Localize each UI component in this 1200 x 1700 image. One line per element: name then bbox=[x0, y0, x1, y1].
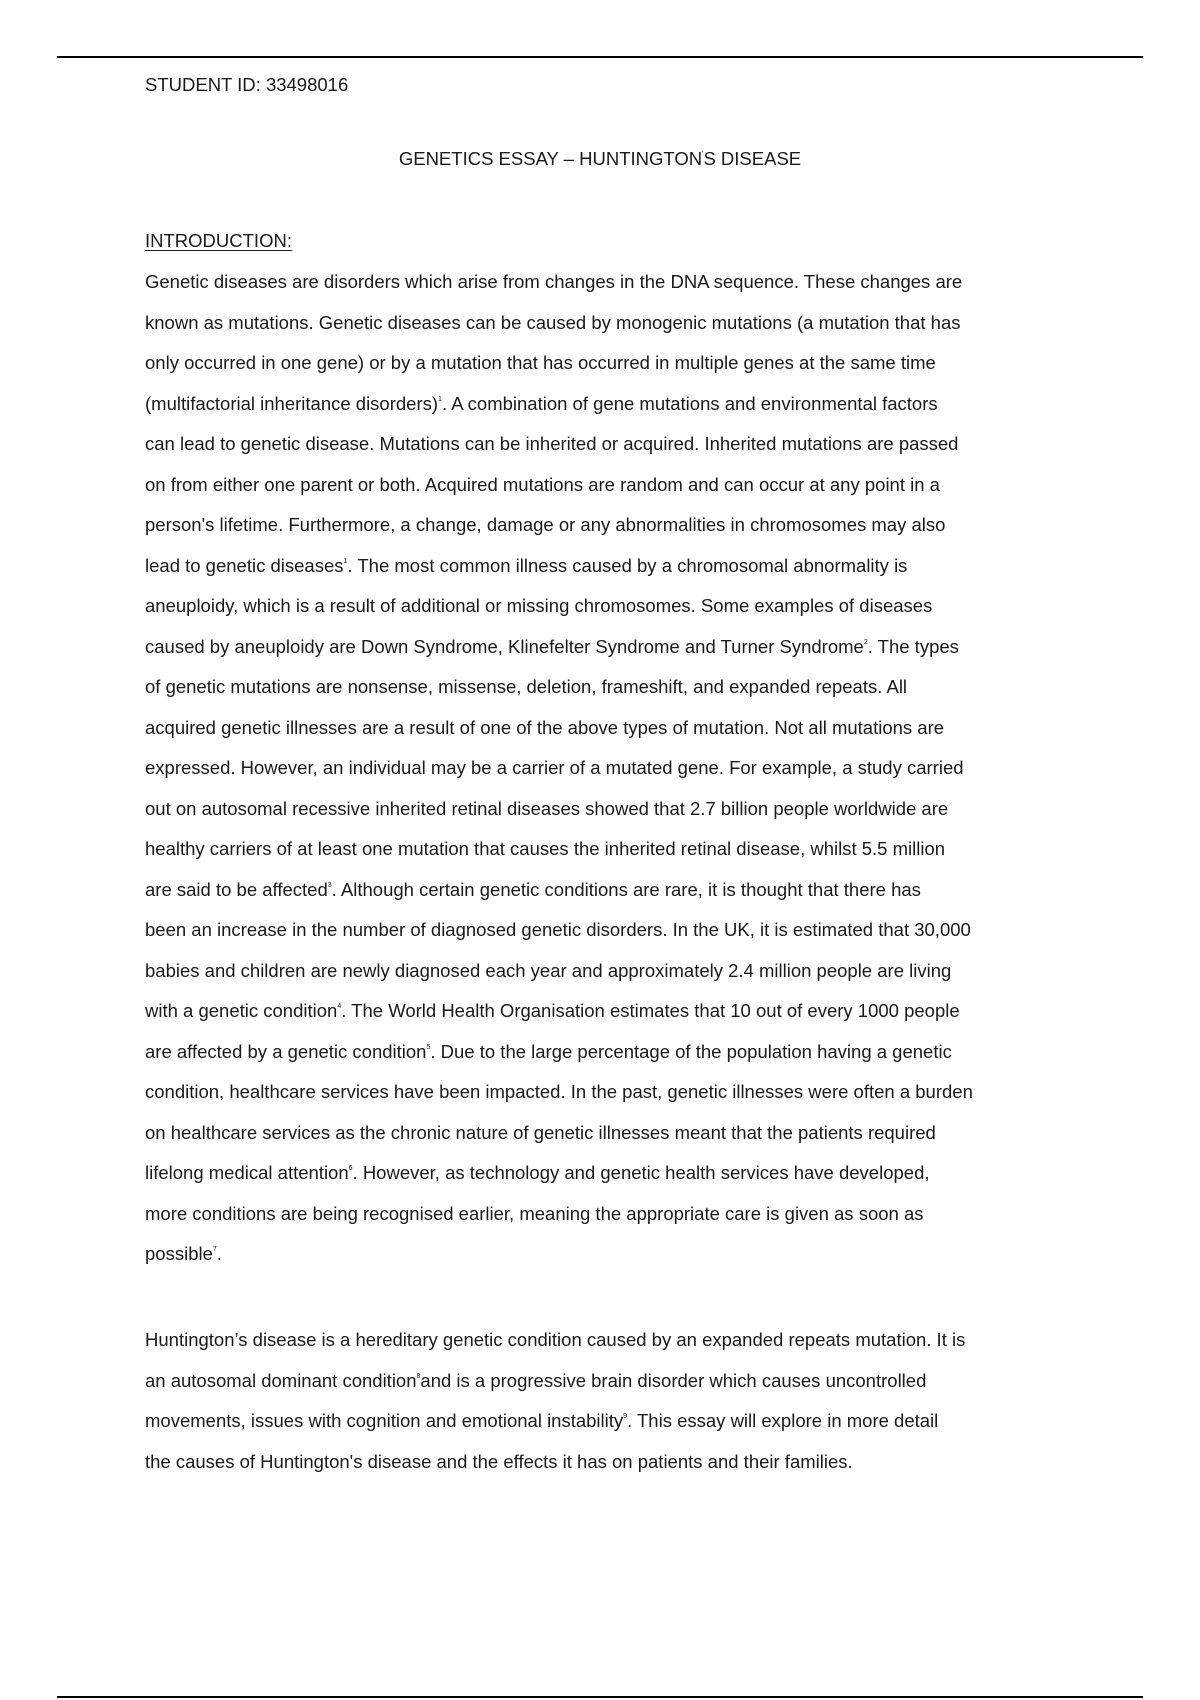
line-text-continued: . This essay will explore in more detail bbox=[627, 1410, 939, 1431]
citation-superscript: 1 bbox=[438, 395, 442, 403]
line-text: known as mutations. Genetic diseases can be caused by monogenic mutations (a mutation that has bbox=[145, 311, 961, 333]
citation-superscript: 8 bbox=[416, 1372, 421, 1380]
citation-superscript: 9 bbox=[623, 1413, 628, 1420]
line-text: acquired genetic illnesses are a result of one of the above types of mutation. Not all mutations are bbox=[145, 716, 945, 738]
line-text-continued: . A combination of gene mutations and environmental factors bbox=[441, 392, 938, 414]
text-line bbox=[145, 424, 1061, 465]
line-text: aneuploidy, which is a result of additional or missing chromosomes. Some examples of diseases bbox=[145, 595, 933, 616]
text-line bbox=[145, 1113, 1061, 1154]
section-heading-introduction: INTRODUCTION: bbox=[145, 230, 292, 251]
line-text: person's lifetime. Furthermore, a change, damage or any abnormalities in chromosomes may also bbox=[145, 514, 946, 535]
text-line bbox=[145, 505, 1061, 546]
title-text-after: S DISEASE bbox=[703, 148, 802, 169]
line-text: condition, healthcare services have been impacted. In the past, genetic illnesses were often a burden bbox=[145, 1081, 973, 1102]
text-line bbox=[145, 262, 1061, 303]
citation-superscript: 6 bbox=[348, 1165, 353, 1172]
line-text-continued: . The types bbox=[867, 635, 959, 657]
line-text: the causes of Huntington's disease and the effects it has on patients and their families. bbox=[145, 1450, 853, 1472]
title-superscript: ' bbox=[702, 151, 704, 158]
document-title bbox=[145, 146, 1055, 172]
text-line bbox=[145, 667, 1061, 708]
text-line bbox=[145, 870, 1061, 911]
text-line bbox=[145, 789, 1061, 830]
text-line bbox=[145, 586, 1061, 627]
top-rule bbox=[57, 56, 1143, 58]
citation-superscript: 7 bbox=[212, 1246, 217, 1253]
line-text-continued: . Due to the large percentage of the population having a genetic bbox=[430, 1040, 952, 1062]
text-line bbox=[145, 1153, 1061, 1194]
line-text: are said to be affected bbox=[145, 878, 328, 900]
line-text-continued: . bbox=[216, 1243, 222, 1264]
bottom-rule bbox=[57, 1696, 1143, 1698]
student-id: STUDENT ID: 33498016 bbox=[145, 74, 349, 95]
line-text: can lead to genetic disease. Mutations can be inherited or acquired. Inherited mutations are passed bbox=[145, 433, 959, 454]
line-text: on from either one parent or both. Acquired mutations are random and can occur at any point in a bbox=[145, 473, 940, 495]
line-text: with a genetic condition bbox=[145, 1000, 338, 1021]
line-text-continued: . The World Health Organisation estimates that 10 out of every 1000 people bbox=[341, 1000, 960, 1021]
line-text-continued: and is a progressive brain disorder which causes uncontrolled bbox=[420, 1369, 927, 1391]
text-line bbox=[145, 343, 1061, 384]
line-text: babies and children are newly diagnosed each year and approximately 2.4 million people are living bbox=[145, 959, 952, 981]
document-body bbox=[145, 72, 1065, 1472]
text-line bbox=[145, 910, 1061, 951]
text-line bbox=[145, 1194, 1061, 1235]
text-line bbox=[145, 1320, 1061, 1361]
text-line bbox=[145, 748, 1061, 789]
line-text: lead to genetic diseases bbox=[145, 554, 344, 576]
line-text: lifelong medical attention bbox=[145, 1162, 349, 1183]
line-text: out on autosomal recessive inherited retinal diseases showed that 2.7 billion people worldwide are bbox=[145, 797, 949, 819]
line-text-continued: . However, as technology and genetic health services have developed, bbox=[352, 1162, 930, 1183]
citation-superscript: 2 bbox=[863, 638, 868, 646]
text-line bbox=[145, 1401, 1061, 1442]
citation-superscript: 1 bbox=[343, 557, 348, 565]
text-line bbox=[145, 951, 1061, 992]
text-line bbox=[145, 546, 1061, 587]
line-text-continued: . Although certain genetic conditions are rare, it is thought that there has bbox=[331, 878, 921, 900]
line-text: Huntington’s disease is a hereditary genetic condition caused by an expanded repeats mutation. It is bbox=[145, 1329, 966, 1350]
introduction-paragraph-1 bbox=[145, 262, 1061, 1275]
line-text: movements, issues with cognition and emotional instability bbox=[145, 1410, 624, 1431]
line-text: Genetic diseases are disorders which arise from changes in the DNA sequence. These changes are bbox=[145, 271, 963, 292]
line-text: an autosomal dominant condition bbox=[145, 1369, 417, 1391]
line-text: of genetic mutations are nonsense, missense, deletion, frameshift, and expanded repeats. All bbox=[145, 676, 908, 697]
text-line bbox=[145, 1032, 1061, 1073]
line-text: on healthcare services as the chronic nature of genetic illnesses meant that the patients required bbox=[145, 1121, 936, 1143]
citation-superscript: 4 bbox=[337, 1003, 342, 1010]
text-line bbox=[145, 627, 1061, 668]
line-text: only occurred in one gene) or by a mutation that has occurred in multiple genes at the same time bbox=[145, 352, 936, 373]
text-line bbox=[145, 465, 1061, 506]
citation-superscript: 3 bbox=[327, 881, 332, 889]
introduction-paragraph-2 bbox=[145, 1320, 1061, 1482]
text-line bbox=[145, 384, 1061, 425]
line-text: caused by aneuploidy are Down Syndrome, Klinefelter Syndrome and Turner Syndrome bbox=[145, 635, 864, 657]
line-text: been an increase in the number of diagnosed genetic disorders. In the UK, it is estimated that 30,000 bbox=[145, 919, 971, 940]
text-line bbox=[145, 1361, 1061, 1402]
text-line bbox=[145, 991, 1061, 1032]
citation-superscript: 5 bbox=[426, 1043, 431, 1051]
text-line bbox=[145, 708, 1061, 749]
line-text: possible bbox=[145, 1243, 213, 1264]
line-text: healthy carriers of at least one mutation that causes the inherited retinal disease, whilst 5.5 million bbox=[145, 838, 946, 859]
text-line bbox=[145, 303, 1061, 344]
text-line bbox=[145, 1072, 1061, 1113]
line-text: expressed. However, an individual may be a carrier of a mutated gene. For example, a study carried bbox=[145, 757, 964, 778]
text-line bbox=[145, 829, 1061, 870]
line-text-continued: . The most common illness caused by a chromosomal abnormality is bbox=[347, 554, 908, 576]
title-text-before: GENETICS ESSAY – HUNTINGTON bbox=[398, 148, 703, 169]
line-text: more conditions are being recognised earlier, meaning the appropriate care is given as soon as bbox=[145, 1202, 924, 1224]
text-line bbox=[145, 1234, 1061, 1275]
text-line bbox=[145, 1442, 1061, 1483]
line-text: (multifactorial inheritance disorders) bbox=[145, 392, 439, 414]
line-text: are affected by a genetic condition bbox=[145, 1040, 427, 1062]
